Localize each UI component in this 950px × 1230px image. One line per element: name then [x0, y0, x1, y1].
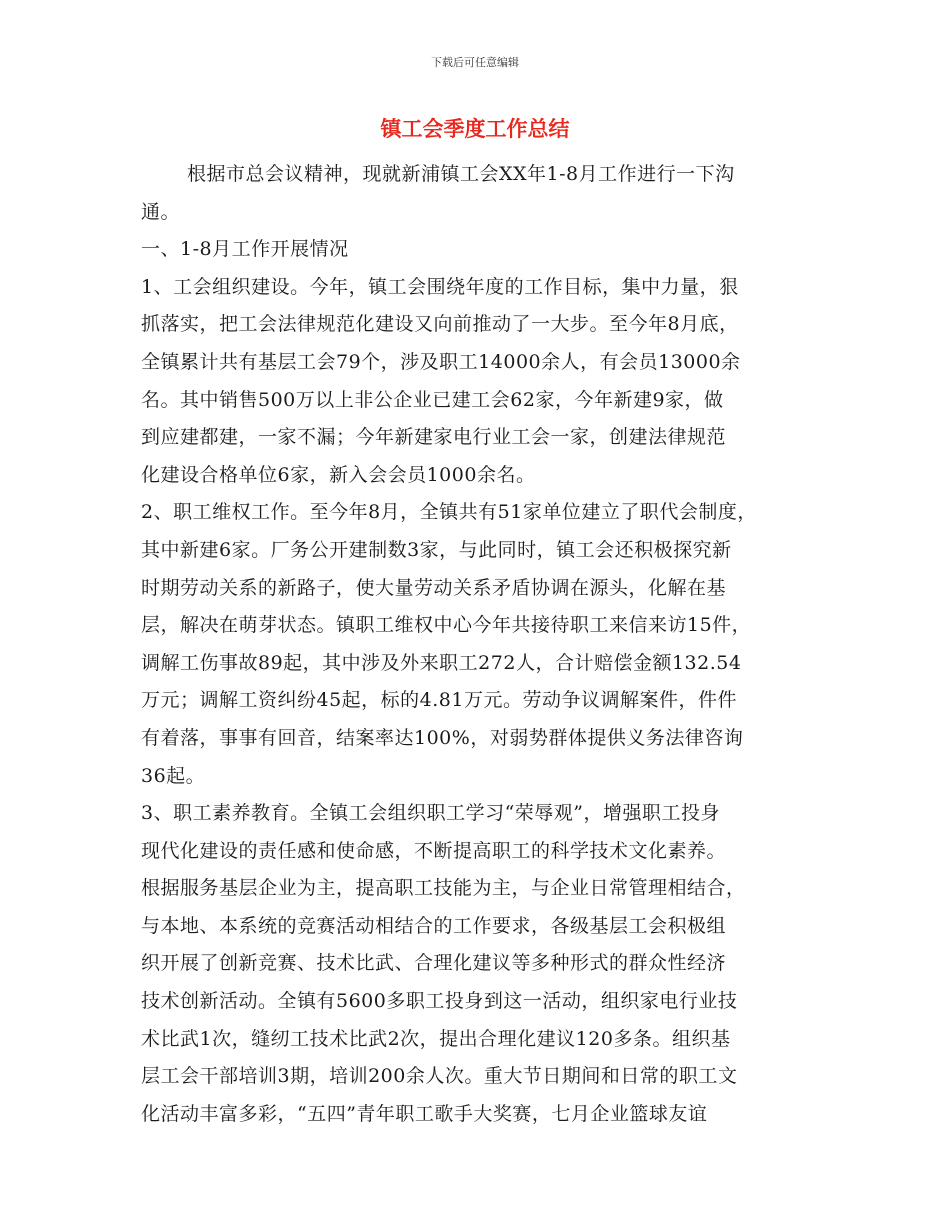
paragraph-line: 3、职工素养教育。全镇工会组织职工学习“荣辱观”，增强职工投身	[141, 802, 721, 825]
paragraph-line: 1、工会组织建设。今年，镇工会围绕年度的工作目标，集中力量，狠	[141, 275, 739, 298]
section-heading: 一、1-8月工作开展情况	[141, 238, 349, 261]
paragraph-line: 根据市总会议精神，现就新浦镇工会XX年1-8月工作进行一下沟	[187, 163, 735, 185]
paragraph-line: 化活动丰富多彩，“五四”青年职工歌手大奖赛，七月企业篮球友谊	[141, 1102, 708, 1125]
paragraph-line: 与本地、本系统的竞赛活动相结合的工作要求，各级基层工会积极组	[141, 914, 727, 937]
paragraph-line: 有着落，事事有回音，结案率达100%，对弱势群体提供义务法律咨询	[141, 726, 744, 749]
paragraph-line: 通。	[141, 200, 181, 223]
paragraph-line: 时期劳动关系的新路子，使大量劳动关系矛盾协调在源头，化解在基	[141, 576, 727, 599]
header-note: 下载后可任意编辑	[431, 56, 519, 69]
paragraph-line: 36起。	[141, 764, 206, 787]
paragraph-line: 名。其中销售500万以上非公企业已建工会62家，今年新建9家，做	[141, 388, 724, 411]
paragraph-line: 万元；调解工资纠纷45起，标的4.81万元。劳动争议调解案件，件件	[141, 689, 737, 712]
paragraph-line: 层工会干部培训3期，培训200余人次。重大节日期间和日常的职工文	[141, 1065, 738, 1088]
paragraph-line: 抓落实，把工会法律规范化建设又向前推动了一大步。至今年8月底，	[141, 313, 739, 336]
document-title: 镇工会季度工作总结	[380, 116, 570, 141]
paragraph-line: 调解工伤事故89起，其中涉及外来职工272人，合计赔偿金额132.54	[141, 651, 742, 674]
paragraph-line: 技术创新活动。全镇有5600多职工投身到这一活动，组织家电行业技	[141, 990, 738, 1013]
paragraph-line: 全镇累计共有基层工会79个，涉及职工14000余人，有会员13000余	[141, 350, 741, 373]
paragraph-line: 术比武1次，缝纫工技术比武2次，提出合理化建议120多条。组织基	[141, 1027, 731, 1050]
document-body	[141, 160, 841, 1137]
paragraph-line: 现代化建设的责任感和使命感，不断提高职工的科学技术文化素养。	[141, 839, 727, 862]
paragraph-line: 其中新建6家。厂务公开建制数3家，与此同时，镇工会还积极探究新	[141, 538, 732, 561]
paragraph-line: 到应建都建，一家不漏；今年新建家电行业工会一家，创建法律规范	[141, 426, 727, 449]
paragraph-line: 织开展了创新竞赛、技术比武、合理化建议等多种形式的群众性经济	[141, 952, 727, 975]
paragraph-line: 根据服务基层企业为主，提高职工技能为主，与企业日常管理相结合，	[141, 877, 746, 900]
paragraph-line: 化建设合格单位6家，新入会会员1000余名。	[141, 463, 536, 486]
paragraph-line: 层，解决在萌芽状态。镇职工维权中心今年共接待职工来信来访15件，	[141, 614, 752, 637]
paragraph-line: 2、职工维权工作。至今年8月，全镇共有51家单位建立了职代会制度，	[141, 501, 757, 524]
